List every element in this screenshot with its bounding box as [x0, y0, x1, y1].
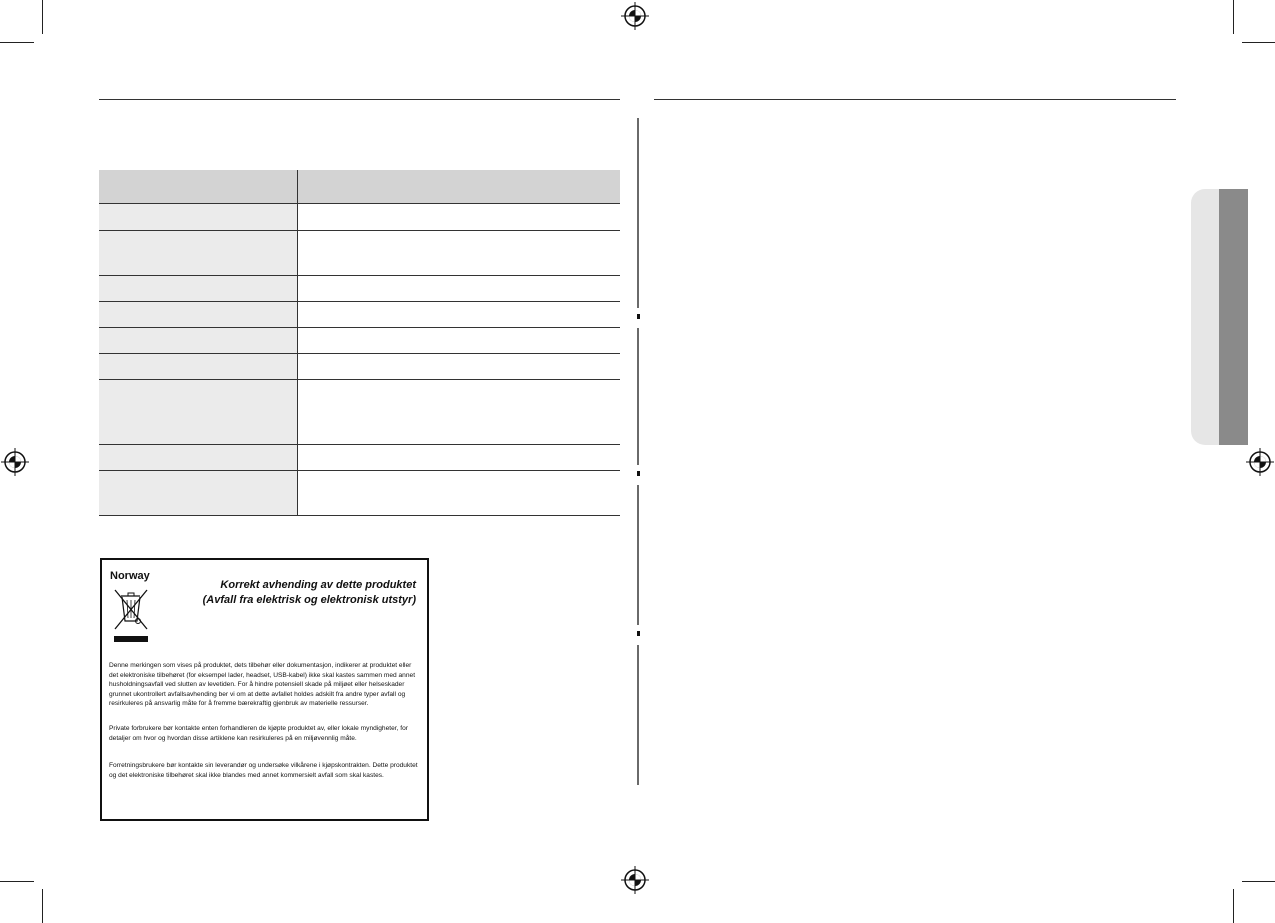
table-header-cell [99, 170, 298, 204]
table-label-cell [99, 445, 298, 471]
specification-table [99, 170, 620, 516]
table-value-cell [298, 471, 621, 516]
table-row [99, 328, 620, 354]
left-page-header-rule [99, 99, 620, 100]
crossed-out-wheelie-bin-icon [112, 587, 150, 649]
notice-paragraph: Private forbrukere bør kontakte enten forhandleren de kjøpte produktet av, eller lokale myndigheter, for detaljer om hvor og hvordan disse artiklene kan resirkuleres på en miljøvennlig måte. [109, 725, 408, 742]
table-value-cell [298, 302, 621, 328]
table-label-cell [99, 276, 298, 302]
table-header-row [99, 170, 620, 204]
page-divider [637, 328, 639, 465]
crop-mark [42, 889, 43, 923]
notice-heading: Korrekt avhending av dette produktet [220, 579, 416, 591]
table-value-cell [298, 380, 621, 445]
crop-mark [1233, 0, 1234, 34]
divider-tick [637, 314, 640, 319]
right-page-header-rule [654, 99, 1176, 100]
page-divider [637, 485, 639, 625]
table-row [99, 231, 620, 276]
registration-mark-icon [1245, 447, 1275, 477]
table-label-cell [99, 380, 298, 445]
crop-mark [1233, 889, 1234, 923]
table-label-cell [99, 231, 298, 276]
side-tab-light [1191, 189, 1220, 445]
norway-disposal-notice [100, 558, 429, 821]
crop-mark [0, 42, 34, 43]
notice-country: Norway [110, 570, 150, 582]
registration-mark-icon [620, 1, 650, 31]
table-value-cell [298, 354, 621, 380]
table-label-cell [99, 302, 298, 328]
side-tab-dark [1219, 189, 1248, 445]
table-value-cell [298, 276, 621, 302]
crop-mark [0, 881, 34, 882]
table-label-cell [99, 204, 298, 231]
table-row [99, 204, 620, 231]
page-divider [637, 118, 639, 308]
table-row [99, 354, 620, 380]
table-value-cell [298, 445, 621, 471]
notice-subheading: (Avfall fra elektrisk og elektronisk utstyr) [202, 594, 416, 606]
divider-tick [637, 471, 640, 476]
table-label-cell [99, 354, 298, 380]
divider-tick [637, 631, 640, 636]
notice-paragraph: Forretningsbrukere bør kontakte sin leverandør og undersøke vilkårene i kjøpskontrakten. Dette produktet og det elektroniske tilbehøret skal ikke blandes med annet kommersielt avfall som skal kastes. [109, 762, 418, 779]
table-label-cell [99, 328, 298, 354]
crop-mark [1242, 42, 1275, 43]
crop-mark [1242, 881, 1275, 882]
table-row [99, 445, 620, 471]
notice-paragraph: Denne merkingen som vises på produktet, dets tilbehør eller dokumentasjon, indikerer at produktet eller det elektroniske tilbehøret (for eksempel lader, headset, USB-kabel) ikke skal kastes sammen med annet husholdningsavfall ved slutten av levetiden. For å hindre potensiell skade på miljøet eller helseskader grunnet ukontrollert avfallsavhending ber vi om at dette avfallet holdes adskilt fra andre typer avfall og resirkuleres på ansvarlig måte for å fremme bærekraftig gjenbruk av materielle ressurser. [109, 662, 416, 708]
registration-mark-icon [0, 447, 30, 477]
table-value-cell [298, 231, 621, 276]
page-divider [637, 645, 639, 785]
table-label-cell [99, 471, 298, 516]
table-value-cell [298, 204, 621, 231]
table-row [99, 471, 620, 516]
registration-mark-icon [620, 865, 650, 895]
table-row [99, 276, 620, 302]
crop-mark [42, 0, 43, 34]
table-row [99, 302, 620, 328]
table-header-cell [298, 170, 621, 204]
table-value-cell [298, 328, 621, 354]
table-row [99, 380, 620, 445]
